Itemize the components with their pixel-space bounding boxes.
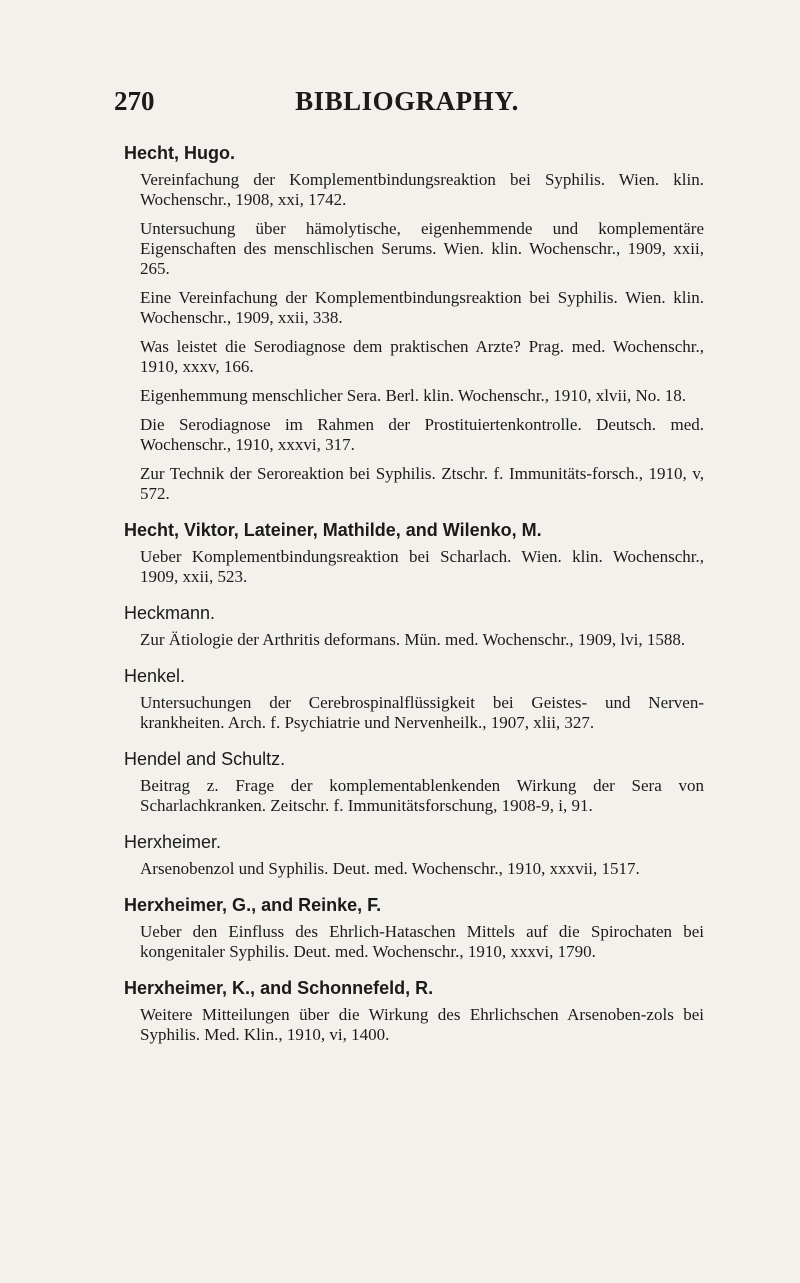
bibliography-entry: Was leistet die Serodiagnose dem praktischen Arzte? Prag. med. Wochenschr., 1910, xxxv, 166. — [140, 337, 704, 376]
page-number: 270 — [114, 86, 155, 116]
author-heading: Herxheimer, K., and Schonnefeld, R. — [124, 978, 434, 998]
bibliography-entry: Arsenobenzol und Syphilis. Deut. med. Wochenschr., 1910, xxxvii, 1517. — [140, 859, 640, 878]
page-header — [114, 86, 700, 122]
author-group — [124, 748, 704, 816]
author-group — [124, 977, 704, 1045]
author-group — [124, 831, 704, 879]
bibliography-entry: Vereinfachung der Komplementbindungsreaktion bei Syphilis. Wien. klin. Wochenschr., 1908, xxi, 1742. — [140, 170, 704, 209]
bibliography-entry: Eigenhemmung menschlicher Sera. Berl. klin. Wochenschr., 1910, xlvii, No. 18. — [140, 386, 686, 405]
author-heading: Hecht, Viktor, Lateiner, Mathilde, and Wilenko, M. — [124, 520, 542, 540]
author-group — [124, 142, 704, 504]
bibliography-entry: Eine Vereinfachung der Komplementbindungsreaktion bei Syphilis. Wien. klin. Wochenschr., 1909, xxii, 338. — [140, 288, 704, 327]
author-heading: Hecht, Hugo. — [124, 143, 235, 163]
bibliography-list — [124, 142, 704, 1060]
bibliography-entry: Weitere Mitteilungen über die Wirkung des Ehrlichschen Arsenoben-zols bei Syphilis. Med. Klin., 1910, vi, 1400. — [140, 1005, 704, 1044]
bibliography-entry: Die Serodiagnose im Rahmen der Prostituiertenkontrolle. Deutsch. med. Wochenschr., 1910, xxxvi, 317. — [140, 415, 704, 454]
running-title: BIBLIOGRAPHY. — [295, 86, 519, 116]
author-group — [124, 602, 704, 650]
bibliography-entry: Ueber Komplementbindungsreaktion bei Scharlach. Wien. klin. Wochenschr., 1909, xxii, 523. — [140, 547, 704, 586]
author-group — [124, 894, 704, 962]
bibliography-entry: Zur Ätiologie der Arthritis deformans. Mün. med. Wochenschr., 1909, lvi, 1588. — [140, 630, 686, 649]
author-heading: Herxheimer, G., and Reinke, F. — [124, 895, 382, 915]
author-group — [124, 519, 704, 587]
bibliography-entry: Beitrag z. Frage der komplementablenkenden Wirkung der Sera von Scharlachkranken. Zeitschr. f. Immunitätsforschung, 1908-9, i, 91. — [140, 776, 704, 815]
bibliography-entry: Ueber den Einfluss des Ehrlich-Hataschen Mittels auf die Spirochaten bei kongenitaler Syphilis. Deut. med. Wochenschr., 1910, xxxvi, 1790. — [140, 922, 704, 961]
bibliography-entry: Zur Technik der Seroreaktion bei Syphilis. Ztschr. f. Immunitäts-forsch., 1910, v, 572. — [140, 464, 704, 503]
author-heading: Heckmann. — [124, 603, 216, 623]
author-heading: Henkel. — [124, 666, 186, 686]
author-heading: Herxheimer. — [124, 832, 222, 852]
bibliography-entry: Untersuchungen der Cerebrospinalflüssigkeit bei Geistes- und Nerven-krankheiten. Arch. f. Psychiatrie und Nervenheilk., 1907, xlii, 327. — [140, 693, 704, 732]
author-group — [124, 665, 704, 733]
bibliography-entry: Untersuchung über hämolytische, eigenhemmende und komplementäre Eigenschaften des menschlischen Serums. Wien. klin. Wochenschr., 1909, xxii, 265. — [140, 219, 704, 278]
author-heading: Hendel and Schultz. — [124, 749, 286, 769]
